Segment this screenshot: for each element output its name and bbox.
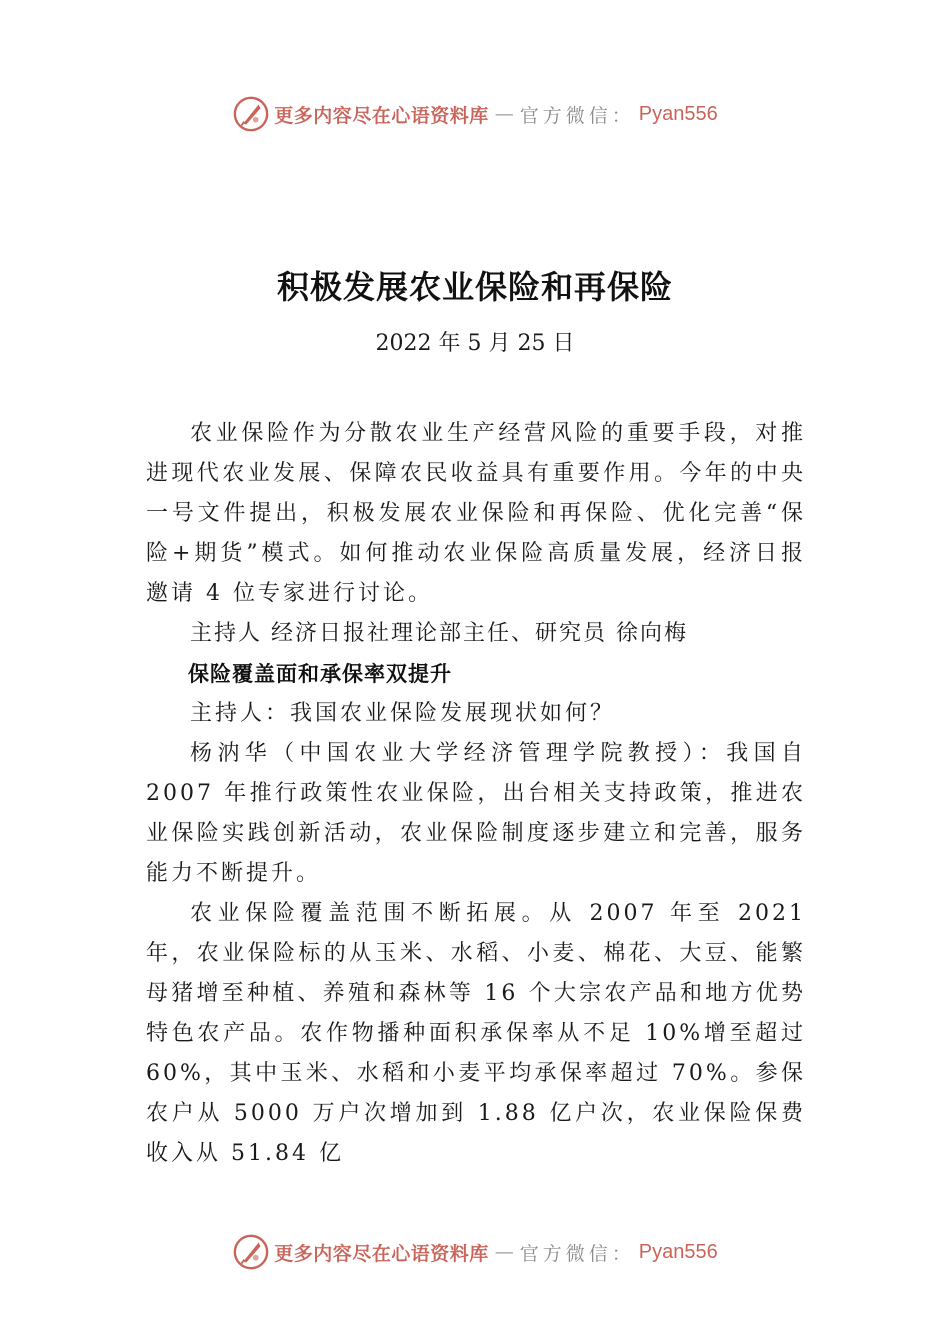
expert-answer-paragraph: 杨汭华（中国农业大学经济管理学院教授）：我国自 2007 年推行政策性农业保险，出台相关支持政策，推进农业保险实践创新活动，农业保险制度逐步建立和完善，服务能力不断提升。 xyxy=(146,741,806,886)
watermark-wechat-id: Pyan556 xyxy=(638,102,718,125)
host-credit: 主持人 经济日报社理论部主任、研究员 徐向梅 xyxy=(190,621,688,646)
watermark-separator: — xyxy=(494,103,514,125)
section-heading: 保险覆盖面和承保率双提升 xyxy=(188,662,452,686)
watermark-separator: — xyxy=(494,1241,514,1263)
watermark-wechat-label: 官方微信： xyxy=(519,104,635,127)
quill-pen-icon xyxy=(232,95,270,133)
watermark-promo-text: 更多内容尽在心语资料库 xyxy=(274,1242,489,1265)
watermark-banner-top xyxy=(0,94,950,134)
article-date: 2022 年 5 月 25 日 xyxy=(375,331,575,356)
watermark-wechat-label: 官方微信： xyxy=(519,1242,635,1265)
watermark-promo-text: 更多内容尽在心语资料库 xyxy=(274,104,489,127)
quill-pen-icon xyxy=(232,1233,270,1271)
article-body xyxy=(146,414,806,1174)
article-title: 积极发展农业保险和再保险 xyxy=(276,268,673,306)
intro-paragraph: 农业保险作为分散农业生产经营风险的重要手段，对推进现代农业发展、保障农民收益具有重要作用。今年的中央一号文件提出，积极发展农业保险和再保险、优化完善“保险+期货”模式。如何推动农业保险高质量发展，经济日报邀请 4 位专家进行讨论。 xyxy=(146,421,806,606)
host-question: 主持人：我国农业保险发展现状如何？ xyxy=(190,701,616,726)
watermark-banner-bottom xyxy=(0,1232,950,1272)
watermark-wechat-id: Pyan556 xyxy=(638,1240,718,1263)
coverage-paragraph: 农业保险覆盖范围不断拓展。从 2007 年至 2021 年，农业保险标的从玉米、水稻、小麦、棉花、大豆、能繁母猪增至种植、养殖和森林等 16 个大宗农产品和地方优势特色农产品。农作物播种面积承保率从不足 10%增至超过 60%，其中玉米、水稻和小麦平均承保率超过 70%。参保农户从 5000 万户次增加到 1.88 亿户次，农业保险保费收入从 51.84 亿 xyxy=(146,901,806,1166)
